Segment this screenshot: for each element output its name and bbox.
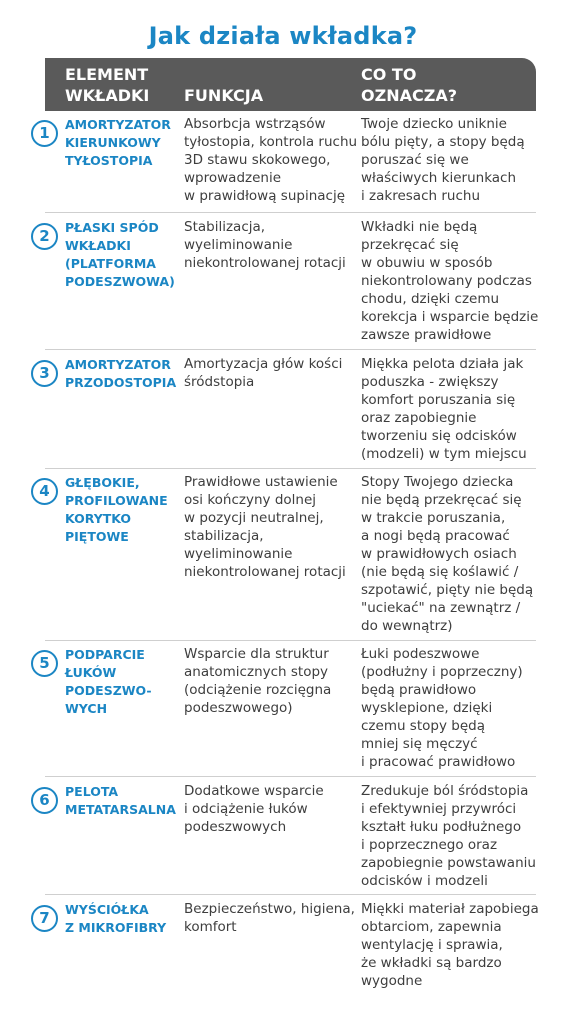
row-meaning: Wkładki nie będą przekręcać się w obuwiu w sposób niekontrolowany podczas chodu, dzięki czemu korekcja i wsparcie będzie zawsze prawidłowe [361, 219, 539, 343]
header-meaning: CO TO OZNACZA? [361, 65, 457, 105]
row-element-name: PŁASKI SPÓD WKŁADKI (PLATFORMA PODESZWOWA) [65, 220, 175, 289]
row-element-name: WYŚCIÓŁKA Z MIKROFIBRY [65, 902, 167, 935]
row-divider [45, 212, 536, 213]
row-divider [45, 640, 536, 641]
row-element-name: PELOTA METATARSALNA [65, 784, 176, 817]
row-divider [45, 349, 536, 350]
row-number-badge: 6 [31, 787, 58, 814]
row-meaning: Miękka pelota działa jak poduszka - zwiększy komfort poruszania się oraz zapobiegnie tworzeniu się odcisków (modzeli) w tym miejscu [361, 356, 527, 462]
row-meaning: Miękki materiał zapobiega obtarciom, zapewnia wentylację i sprawia, że wkładki są bardzo wygodne [361, 901, 539, 989]
row-number-badge: 2 [31, 223, 58, 250]
row-divider [45, 894, 536, 895]
row-function: Absorbcja wstrząsów tyłostopia, kontrola ruchu 3D stawu skokowego, wprowadzenie w prawidłową supinację [184, 116, 358, 204]
row-element-name: AMORTYZATOR KIERUNKOWY TYŁOSTOPIA [65, 117, 171, 168]
row-element-name: PODPARCIE ŁUKÓW PODESZWO- WYCH [65, 647, 152, 716]
row-number-badge: 1 [31, 120, 58, 147]
table-header [45, 58, 536, 111]
row-function: Amortyzacja głów kości śródstopia [184, 356, 343, 390]
row-function: Dodatkowe wsparcie i odciążenie łuków podeszwowych [184, 783, 324, 835]
row-number-badge: 7 [31, 905, 58, 932]
row-function: Wsparcie dla struktur anatomicznych stopy (odciążenie rozcięgna podeszwowego) [184, 646, 332, 716]
header-function: FUNKCJA [184, 86, 264, 105]
row-number-badge: 4 [31, 478, 58, 505]
row-number-badge: 3 [31, 360, 58, 387]
row-meaning: Zredukuje ból śródstopia i efektywniej przywróci kształt łuku podłużnego i poprzecznego oraz zapobiegnie powstawaniu odcisków i modzeli [361, 783, 536, 889]
row-element-name: GŁĘBOKIE, PROFILOWANE KORYTKO PIĘTOWE [65, 475, 168, 544]
header-element: ELEMENT WKŁADKI [65, 65, 150, 105]
row-meaning: Twoje dziecko uniknie bólu pięty, a stopy będą poruszać się we właściwych kierunkach i zakresach ruchu [361, 116, 525, 204]
page-title: Jak działa wkładka? [148, 22, 418, 50]
row-element-name: AMORTYZATOR PRZODOSTOPIA [65, 357, 177, 390]
row-meaning: Łuki podeszwowe (podłużny i poprzeczny) będą prawidłowo wysklepione, dzięki czemu stopy będą mniej się męczyć i pracować prawidłowo [361, 646, 523, 770]
row-function: Stabilizacja, wyeliminowanie niekontrolowanej rotacji [184, 219, 346, 271]
row-meaning: Stopy Twojego dziecka nie będą przekręcać się w trakcie poruszania, a nogi będą pracować w prawidłowych osiach (nie będą się koślawić / szpotawić, pięty nie będą "uciekać" na zewnątrz / do wewnątrz) [361, 474, 534, 634]
row-number-badge: 5 [31, 650, 58, 677]
row-function: Prawidłowe ustawienie osi kończyny dolnej w pozycji neutralnej, stabilizacja, wyeliminowanie niekontrolowanej rotacji [184, 474, 346, 580]
row-divider [45, 468, 536, 469]
row-function: Bezpieczeństwo, higiena, komfort [184, 901, 355, 935]
row-divider [45, 776, 536, 777]
